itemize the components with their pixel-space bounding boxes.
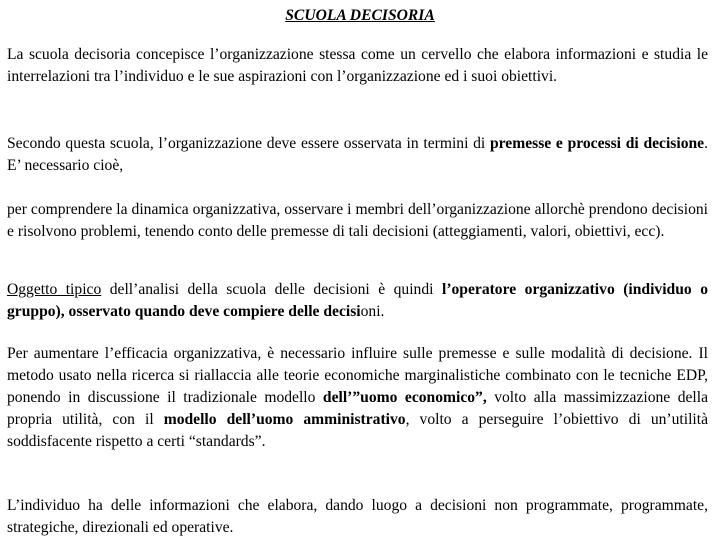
uomo-amministrativo-emphasis: modello dell’uomo amministrativo <box>163 411 406 428</box>
document-title: SCUOLA DECISORIA <box>285 7 435 24</box>
paragraph-efficacia-middle: volto alla massimizzazione della propria utilità, con il <box>7 389 709 428</box>
premesse-processi-emphasis: premesse e processi di decisione <box>490 135 705 152</box>
paragraph-intro: La scuola decisoria concepisce l’organizzazione stessa come un cervello che elabora informazioni e studia le interrelazioni tra l’individuo e le sue aspirazioni con l’organizzazione ed i suoi obiettivi. <box>7 46 708 85</box>
uomo-economico-emphasis: dell’”uomo economico”, <box>322 389 487 406</box>
paragraph-premesse-tail: . E’ necessario cioè, <box>7 135 708 174</box>
paragraph-premesse-text: Secondo questa scuola, l’organizzazione deve essere osservata in termini di <box>7 135 490 152</box>
oggetto-tipico-underlined: Oggetto tipico <box>7 281 102 298</box>
paragraph-oggetto <box>7 279 708 323</box>
paragraph-efficacia <box>7 343 708 453</box>
operatore-organizzativo-emphasis: l’operatore organizzativo (individuo o gruppo), osservato quando deve compiere delle decisi <box>7 281 708 320</box>
paragraph-efficacia-tail: , volto a perseguire l’obiettivo di un’utilità soddisfacente rispetto a certi “standards”. <box>7 411 708 450</box>
paragraph-oggetto-tail: oni. <box>360 303 385 320</box>
paragraph-efficacia-text: Per aumentare l’efficacia organizzativa, è necessario influire sulle premesse e sulle modalità di decisione. Il metodo usato nella ricerca si riallaccia alle teorie economiche marginalistiche combinato con le tecniche EDP, ponendo in discussione il tradizionale modello <box>7 345 708 406</box>
paragraph-premesse <box>7 133 708 177</box>
paragraph-dinamica: per comprendere la dinamica organizzativa, osservare i membri dell’organizzazione allorchè prendono decisioni e risolvono problemi, tenendo conto delle premesse di tali decisioni (atteggiamenti, valori, obiettivi, ecc). <box>7 201 708 240</box>
paragraph-oggetto-text: dell’analisi della scuola delle decisioni è quindi <box>101 281 442 298</box>
paragraph-informazioni: L’individuo ha delle informazioni che elabora, dando luogo a decisioni non programmate, programmate, strategiche, direzionali ed operative. <box>7 497 708 536</box>
